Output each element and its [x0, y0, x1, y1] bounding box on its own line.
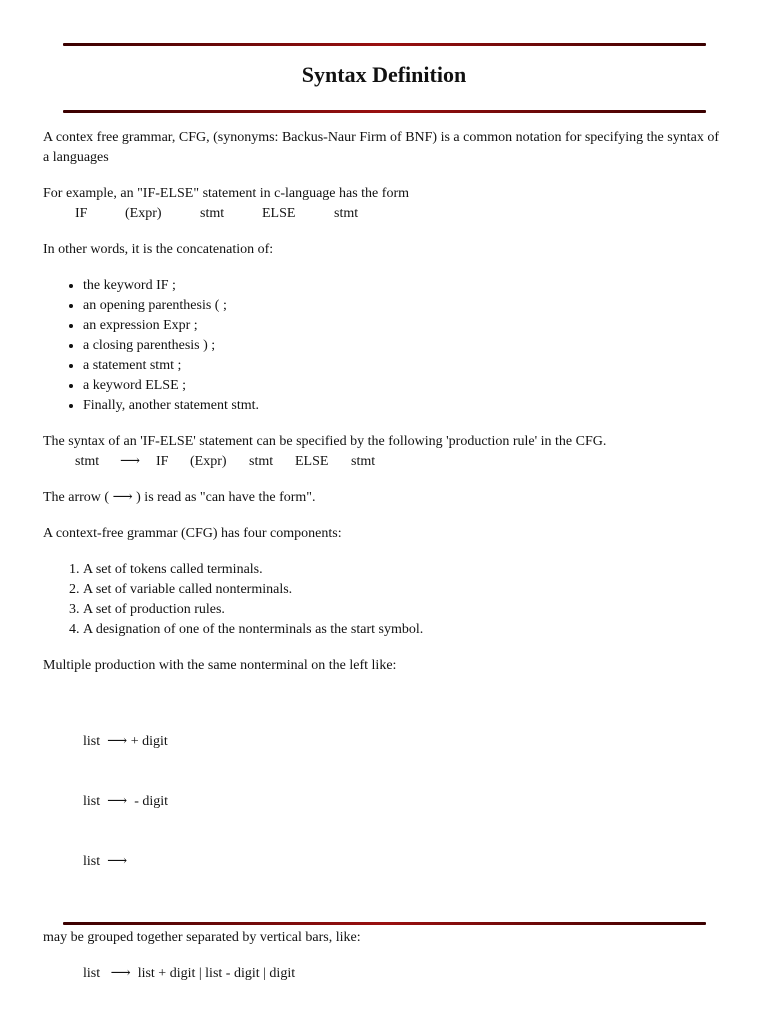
production-token: (Expr) [190, 454, 227, 469]
production-token: stmt [249, 454, 274, 469]
list-item: • the keyword IF ; [83, 276, 723, 296]
intro-paragraph: A contex free grammar, CFG, (synonyms: Backus-Naur Firm of BNF) is a common notation for specifying the syntax of a languages [43, 130, 719, 165]
production-line: list ⟶ + digit [83, 734, 168, 749]
components-list [43, 560, 723, 640]
production-block [43, 432, 723, 472]
form-token: (Expr) [125, 206, 162, 221]
grouped-production: list ⟶ list + digit | list - digit | digit [83, 966, 296, 981]
productions-list [43, 692, 723, 912]
list-item: • Finally, another statement stmt. [83, 396, 723, 416]
production-line: list ⟶ [83, 854, 128, 869]
arrow-note: The arrow ( ⟶ ) is read as "can have the form". [43, 490, 316, 505]
document-body [43, 128, 723, 1000]
top-rule [63, 43, 706, 46]
bottom-rule [63, 922, 706, 925]
arrow-icon: ⟶ [120, 454, 141, 469]
if-else-production [43, 452, 723, 472]
list-item: • an expression Expr ; [83, 316, 723, 336]
title-underline-rule [63, 110, 706, 113]
form-token: stmt [200, 206, 225, 221]
list-item: • a keyword ELSE ; [83, 376, 723, 396]
page-title: Syntax Definition [301, 62, 467, 87]
production-line: list ⟶ - digit [83, 794, 169, 809]
list-item: 3. A set of production rules. [83, 600, 723, 620]
grouped-intro: may be grouped together separated by vertical bars, like: [43, 930, 361, 945]
concat-intro: In other words, it is the concatenation of: [43, 242, 274, 257]
production-intro: The syntax of an 'IF-ELSE' statement can be specified by the following 'production rule' in the CFG. [43, 434, 607, 449]
example-block [43, 184, 723, 224]
production-token: stmt [75, 454, 100, 469]
form-token: IF [75, 206, 88, 221]
if-else-form [43, 204, 723, 224]
production-token: ELSE [295, 454, 329, 469]
list-item: • an opening parenthesis ( ; [83, 296, 723, 316]
list-item: 1. A set of tokens called terminals. [83, 560, 723, 580]
example-intro: For example, an "IF-ELSE" statement in c-language has the form [43, 186, 409, 201]
production-token: IF [156, 454, 169, 469]
list-item: • a closing parenthesis ) ; [83, 336, 723, 356]
multiple-intro: Multiple production with the same nonterminal on the left like: [43, 658, 397, 673]
list-item: 4. A designation of one of the nonterminals as the start symbol. [83, 620, 723, 640]
form-token: stmt [334, 206, 359, 221]
production-token: stmt [351, 454, 376, 469]
concat-list [43, 276, 723, 416]
list-item: • a statement stmt ; [83, 356, 723, 376]
form-token: ELSE [262, 206, 296, 221]
list-item: 2. A set of variable called nonterminals. [83, 580, 723, 600]
components-intro: A context-free grammar (CFG) has four components: [43, 526, 342, 541]
